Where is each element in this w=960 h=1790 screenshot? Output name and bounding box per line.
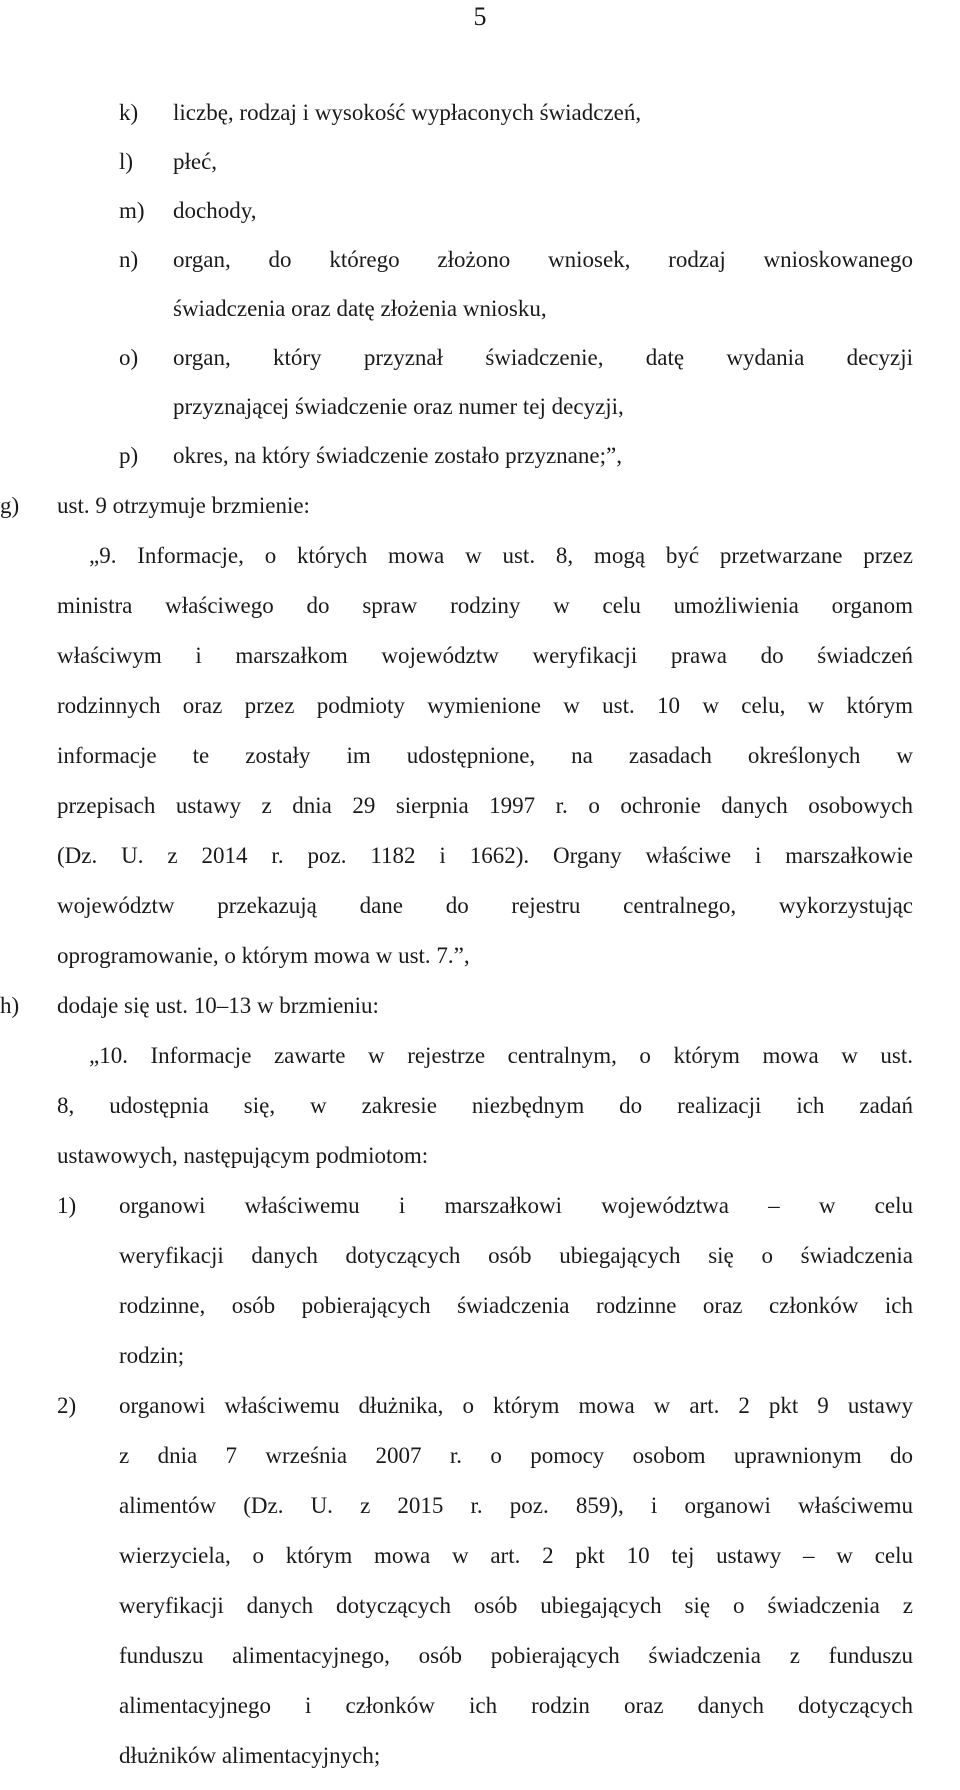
- paragraph-line: ustawowych, następującym podmiotom:: [57, 1143, 429, 1168]
- numbered-item-line: rodzin;: [119, 1343, 185, 1368]
- paragraph-line: przepisach ustawy z dnia 29 sierpnia 1997 r. o ochronie danych osobowych: [57, 793, 913, 818]
- list-item-label: m): [119, 198, 145, 223]
- numbered-item-line: wierzyciela, o którym mowa w art. 2 pkt 10 tej ustawy – w celu: [119, 1543, 913, 1568]
- item-g-label: g): [0, 493, 20, 518]
- item-h-label: h): [0, 993, 20, 1018]
- list-item-text: organ, do którego złożono wniosek, rodzaj wnioskowanego: [173, 247, 913, 272]
- paragraph-line: „9. Informacje, o których mowa w ust. 8, mogą być przetwarzane przez: [89, 543, 913, 568]
- numbered-item-line: alimentów (Dz. U. z 2015 r. poz. 859), i organowi właściwemu: [119, 1493, 913, 1518]
- list-item-text: świadczenia oraz datę złożenia wniosku,: [173, 296, 547, 321]
- numbered-item-line: organowi właściwemu dłużnika, o którym mowa w art. 2 pkt 9 ustawy: [119, 1393, 913, 1418]
- paragraph-line: informacje te zostały im udostępnione, na zasadach określonych w: [57, 743, 913, 768]
- numbered-item-line: weryfikacji danych dotyczących osób ubiegających się o świadczenia: [119, 1243, 913, 1268]
- paragraph-line: województw przekazują dane do rejestru centralnego, wykorzystując: [57, 893, 913, 918]
- numbered-item-line: rodzinne, osób pobierających świadczenia rodzinne oraz członków ich: [119, 1293, 913, 1318]
- numbered-item-line: dłużników alimentacyjnych;: [119, 1743, 381, 1768]
- numbered-item-line: weryfikacji danych dotyczących osób ubiegających się o świadczenia z: [119, 1593, 913, 1618]
- list-item-text: dochody,: [173, 198, 257, 223]
- list-item-label: o): [119, 345, 139, 370]
- paragraph-line: 8, udostępnia się, w zakresie niezbędnym do realizacji ich zadań: [57, 1093, 913, 1118]
- list-item-text: przyznającej świadczenie oraz numer tej decyzji,: [173, 394, 624, 419]
- numbered-item-label: 2): [57, 1393, 77, 1418]
- list-item-label: n): [119, 247, 139, 272]
- list-item-label: k): [119, 100, 139, 125]
- numbered-item-line: organowi właściwemu i marszałkowi województwa – w celu: [119, 1193, 913, 1218]
- numbered-item-label: 1): [57, 1193, 77, 1218]
- numbered-item-line: alimentacyjnego i członków ich rodzin oraz danych dotyczących: [119, 1693, 913, 1718]
- page-number: 5: [473, 2, 487, 31]
- list-item-label: p): [119, 443, 139, 468]
- paragraph-line: „10. Informacje zawarte w rejestrze centralnym, o którym mowa w ust.: [89, 1043, 913, 1068]
- list-item-label: l): [119, 149, 134, 174]
- list-item-text: płeć,: [173, 149, 218, 174]
- list-item-text: okres, na który świadczenie zostało przyznane;”,: [173, 443, 622, 468]
- item-h-intro: dodaje się ust. 10–13 w brzmieniu:: [57, 993, 379, 1018]
- numbered-item-line: z dnia 7 września 2007 r. o pomocy osobom uprawnionym do: [119, 1443, 913, 1468]
- paragraph-line: ministra właściwego do spraw rodziny w celu umożliwienia organom: [57, 593, 913, 618]
- paragraph-line: właściwym i marszałkom województw weryfikacji prawa do świadczeń: [57, 643, 913, 668]
- numbered-item-line: funduszu alimentacyjnego, osób pobierających świadczenia z funduszu: [119, 1643, 913, 1668]
- list-item-text: liczbę, rodzaj i wysokość wypłaconych świadczeń,: [173, 100, 642, 125]
- list-item-text: organ, który przyznał świadczenie, datę wydania decyzji: [173, 345, 913, 370]
- item-g-intro: ust. 9 otrzymuje brzmienie:: [57, 493, 310, 518]
- paragraph-line: oprogramowanie, o którym mowa w ust. 7.”,: [57, 943, 470, 968]
- paragraph-line: (Dz. U. z 2014 r. poz. 1182 i 1662). Organy właściwe i marszałkowie: [57, 843, 913, 868]
- paragraph-line: rodzinnych oraz przez podmioty wymienione w ust. 10 w celu, w którym: [57, 693, 913, 718]
